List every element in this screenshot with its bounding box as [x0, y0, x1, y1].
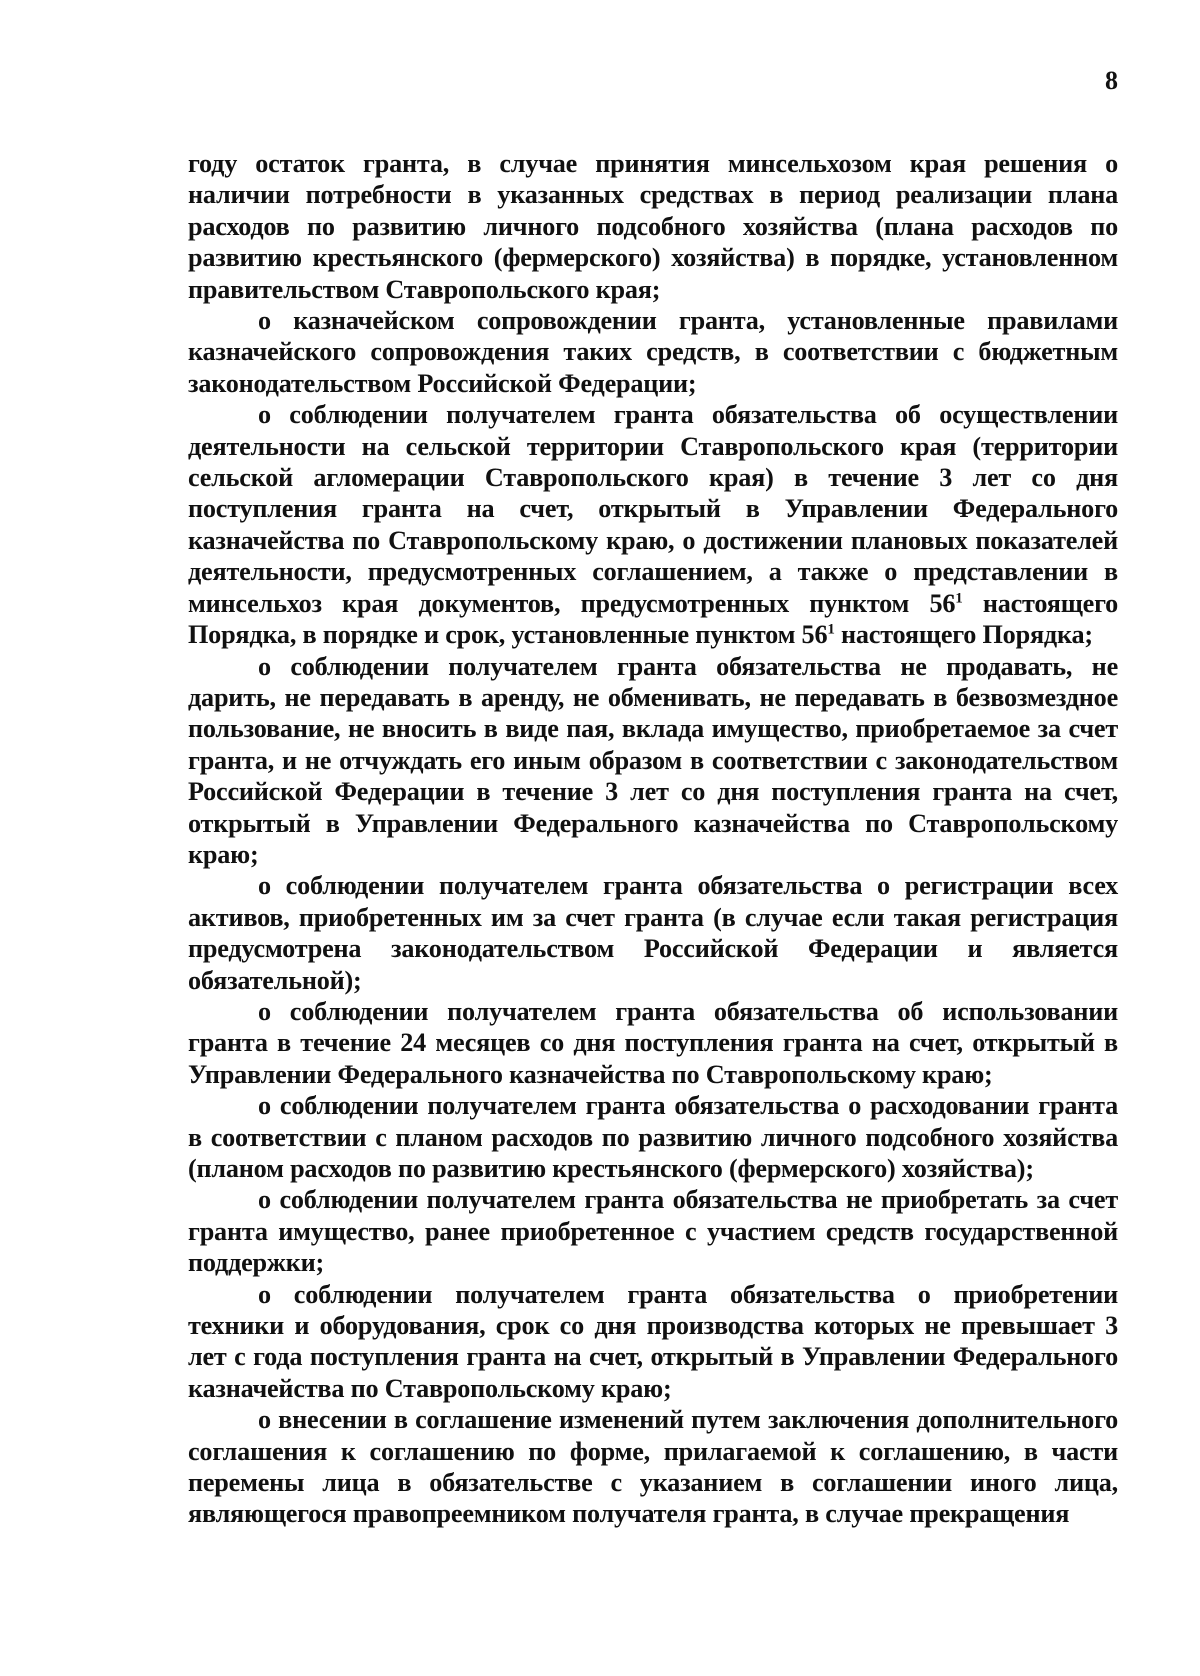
paragraph-8: о соблюдении получателем гранта обязательства не приобретать за счет гранта имущество, ранее приобретенное с участием средств государственной поддержки; [188, 1185, 1118, 1278]
paragraph-2: о казначейском сопровождении гранта, установленные правилами казначейского сопровождения таких средств, в соответствии с бюджетным законодательством Российской Федерации; [188, 306, 1118, 398]
paragraph-5: о соблюдении получателем гранта обязательства о регистрации всех активов, приобретенных им за счет гранта (в случае если такая регистрация предусмотрена законодательством Российской Федерации и является обязательной); [188, 871, 1118, 995]
paragraph-3-part-2: настоящего Порядка, в порядке и срок, установленные пунктом 56 [188, 588, 1119, 650]
paragraph-3-part-1: о соблюдении получателем гранта обязательства об осуществлении деятельности на сельской территории Ставропольского края (территории сельской агломерации Ставропольского края) в течение 3 лет со дня поступления гранта на счет, открытый в Управлении Федерального казначейства по Ставропольскому краю, о достижении плановых показателей деятельности, предусмотренных соглашением, а также о представлении в минсельхоз края документов, предусмотренных пунктом 56 [188, 400, 1118, 618]
paragraph-7: о соблюдении получателем гранта обязательства о расходовании гранта в соответствии с планом расходов по развитию личного подсобного хозяйства (планом расходов по развитию крестьянского (фермерского) хозяйства); [188, 1091, 1118, 1183]
paragraph-9: о соблюдении получателем гранта обязательства о приобретении техники и оборудования, срок со дня производства которых не превышает 3 лет с года поступления гранта на счет, открытый в Управлении Федерального казначейства по Ставропольскому краю; [188, 1279, 1118, 1403]
paragraph-6: о соблюдении получателем гранта обязательства об использовании гранта в течение 24 месяцев со дня поступления гранта на счет, открытый в Управлении Федерального казначейства по Ставропольскому краю; [188, 996, 1118, 1089]
paragraph-1: году остаток гранта, в случае принятия минсельхозом края решения о наличии потребности в указанных средствах в период реализации плана расходов по развитию личного подсобного хозяйства (плана расходов по развитию крестьянского (фермерского) хозяйства) в порядке, установленном правительством Ставропольского края; [188, 149, 1118, 304]
paragraph-3 [188, 399, 1118, 650]
document-body [188, 148, 1118, 1530]
page-number: 8 [1105, 66, 1118, 95]
paragraph-4: о соблюдении получателем гранта обязательства не продавать, не дарить, не передавать в аренду, не обменивать, не передавать в безвозмездное пользование, не вносить в виде пая, вклада имущество, приобретаемое за счет гранта, и не отчуждать его иным образом в соответствии с законодательством Российской Федерации в течение 3 лет со дня поступления гранта на счет, открытый в Управлении Федерального казначейства по Ставропольскому краю; [188, 651, 1118, 869]
paragraph-10: о внесении в соглашение изменений путем заключения дополнительного соглашения к соглашению по форме, прилагаемой к соглашению, в части перемены лица в обязательстве с указанием в соглашении иного лица, являющегося правопреемником получателя гранта, в случае прекращения [188, 1405, 1118, 1529]
paragraph-3-part-3: настоящего Порядка; [834, 620, 1093, 650]
superscript-2: 1 [827, 621, 835, 638]
superscript-1: 1 [955, 589, 963, 606]
